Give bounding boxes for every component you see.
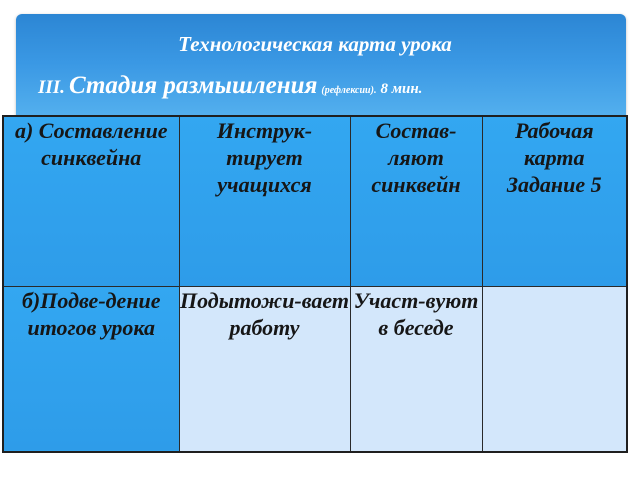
table-cell: Рабочая карта Задание 5 — [482, 116, 627, 286]
stage-note: (рефлексии). — [321, 85, 377, 96]
table-cell: б)Подве-дение итогов урока — [3, 286, 179, 452]
table-cell: а) Составление синквейна — [3, 116, 179, 286]
table-cell: Инструк-тирует учащихся — [179, 116, 350, 286]
header-banner — [16, 14, 626, 122]
table-row — [3, 116, 627, 286]
table-cell: Участ-вуют в беседе — [350, 286, 482, 452]
lesson-stage-table — [2, 115, 628, 453]
table-cell: Подытожи-вает работу — [179, 286, 350, 452]
stage-number: III. — [38, 77, 65, 98]
table-row — [3, 286, 627, 452]
table-cell — [482, 286, 627, 452]
stage-time: 8 мин. — [380, 81, 423, 97]
table-cell: Состав-ляют синквейн — [350, 116, 482, 286]
lesson-map-title: Технологическая карта урока — [178, 32, 452, 56]
stage-heading — [38, 72, 422, 100]
stage-title: Стадия размышления — [68, 72, 318, 99]
